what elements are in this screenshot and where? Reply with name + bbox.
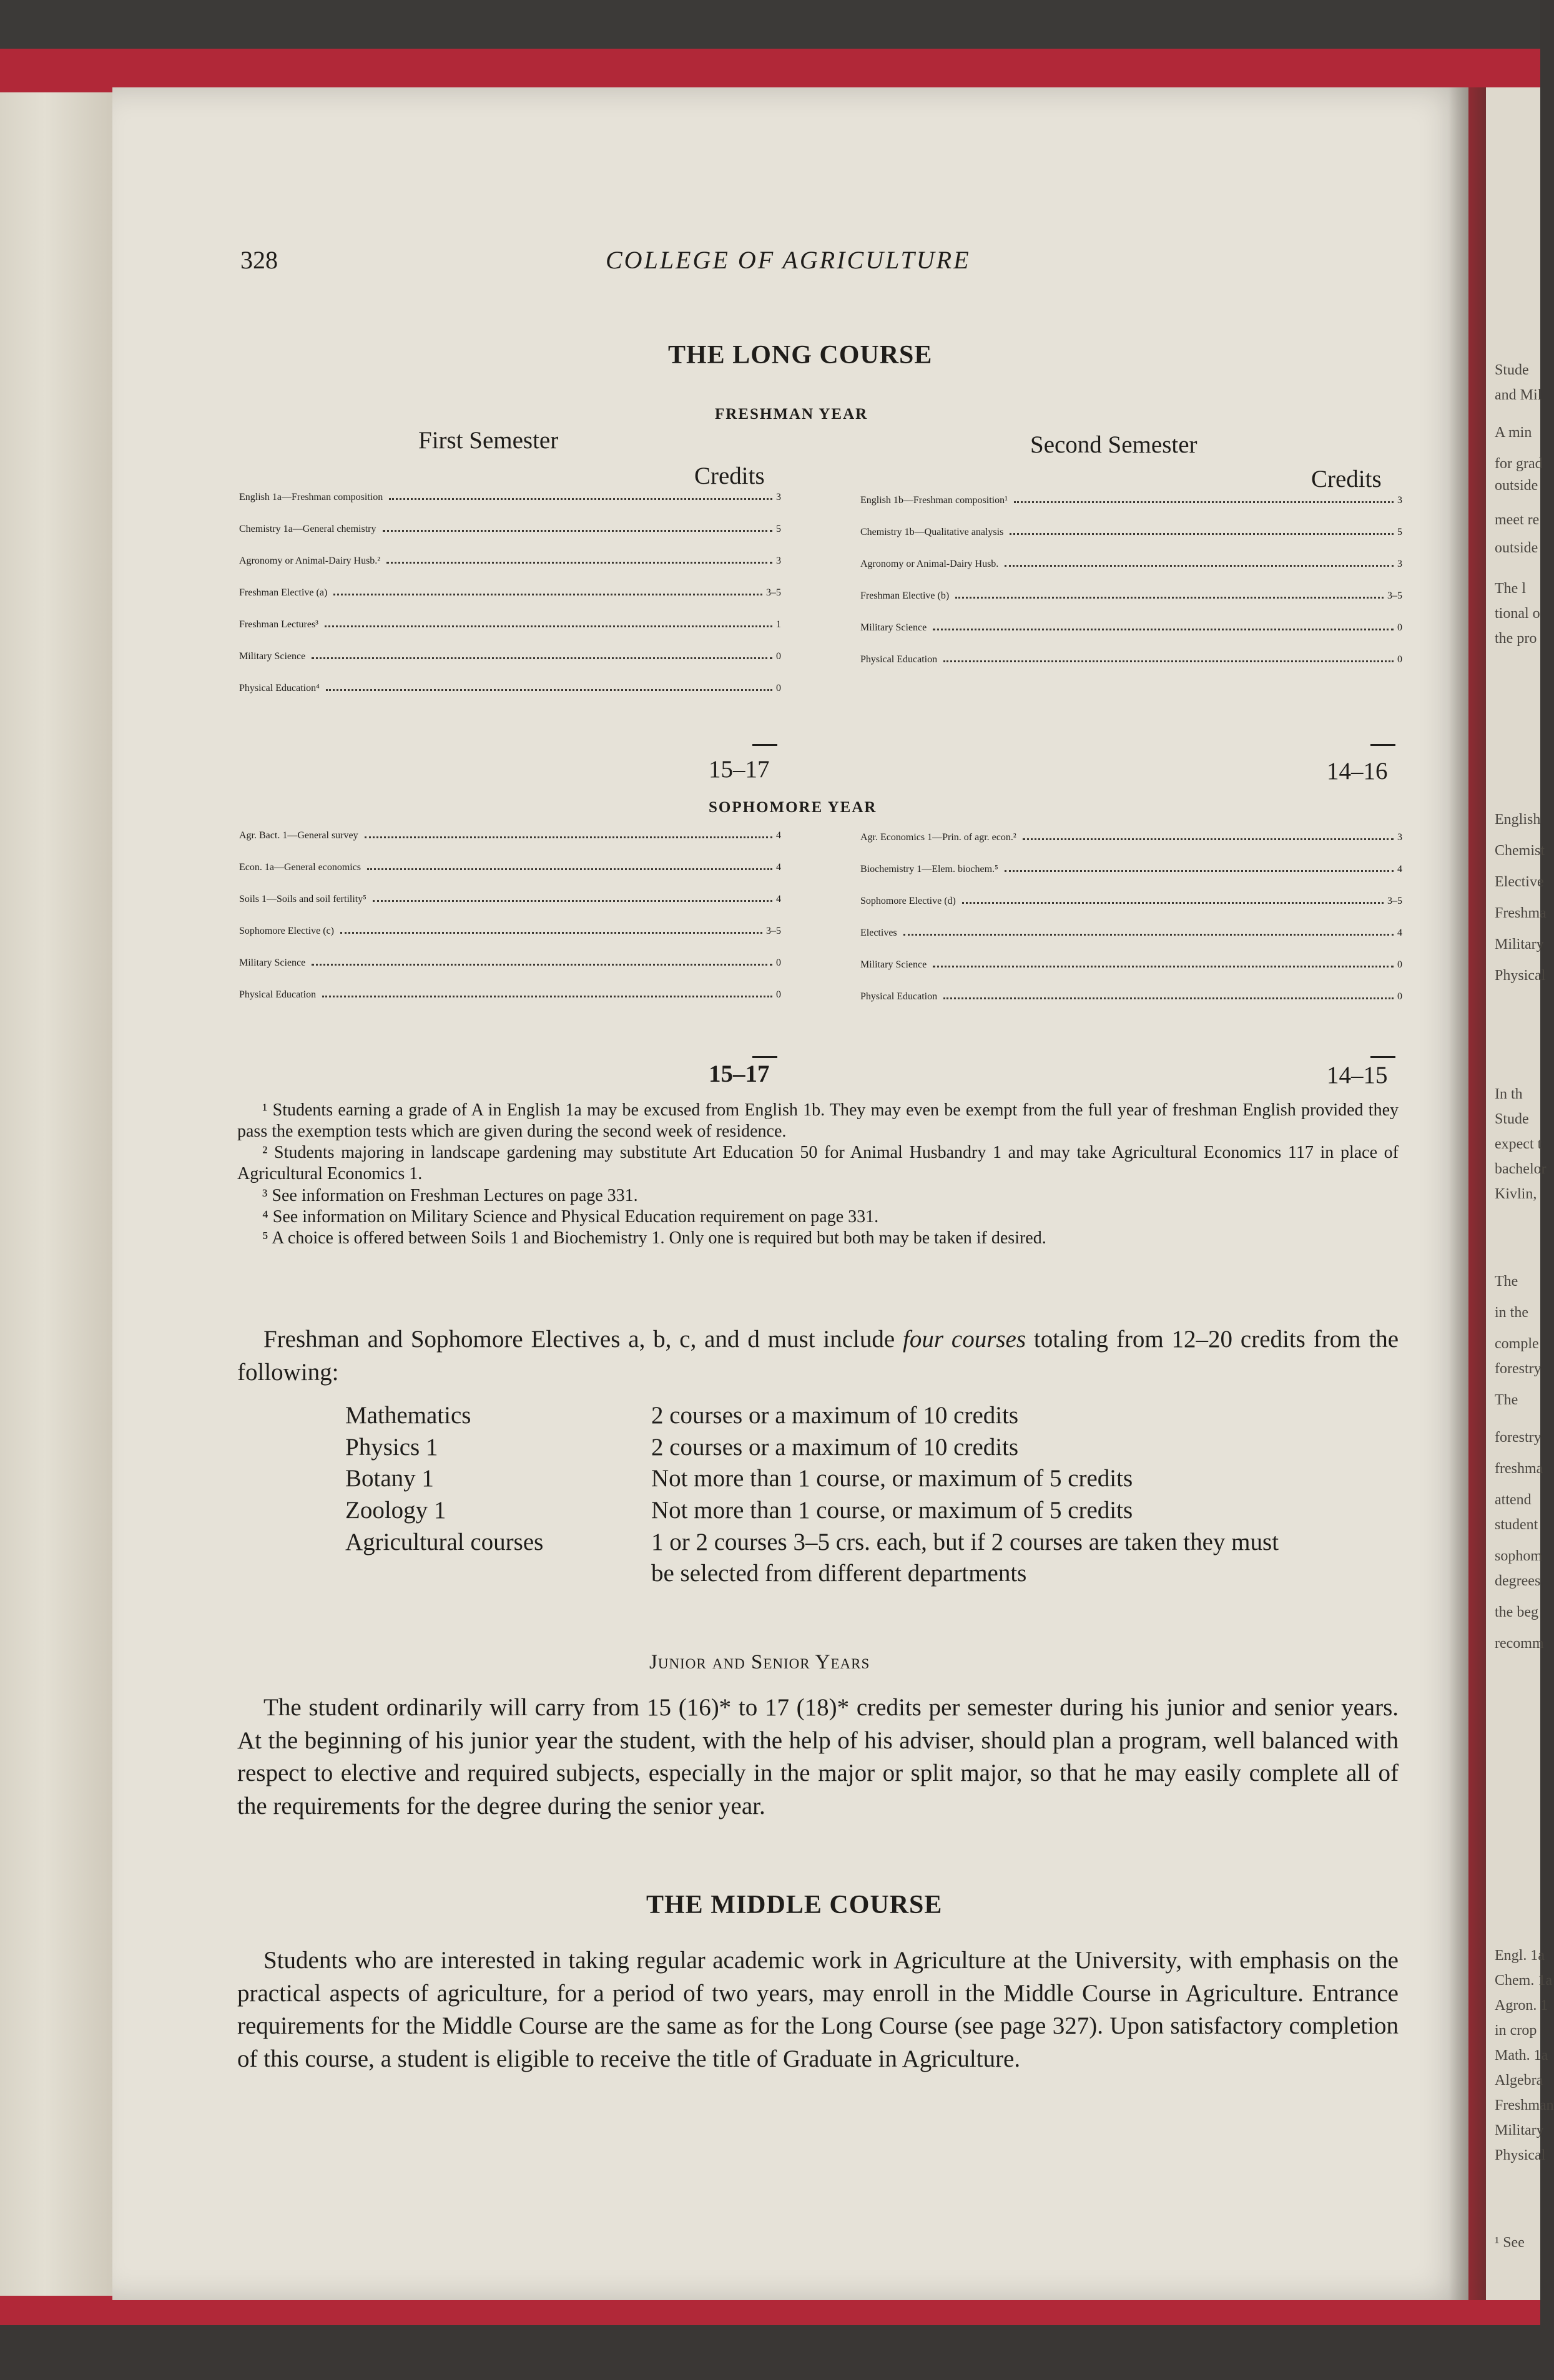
- middle-course-text: Students who are interested in taking regular academic work in Agriculture at the University, with emphasis on the practical aspects of agriculture, for a period of two years, may enroll in the Middle Course in Agriculture. Entrance requirements for the Middle Course are the same as for the Long Course (see page 327). Upon satisfactory completion of this course, a student is eligible to receive the title of Graduate in Agriculture.: [237, 1947, 1399, 2072]
- elective-row: [345, 1495, 1307, 1527]
- course-row: [860, 495, 1402, 527]
- facing-page-text: Agron. 1: [1495, 1997, 1548, 2014]
- facing-page-text: ¹ See: [1495, 2235, 1525, 2251]
- course-credits: 3: [1397, 495, 1402, 506]
- course-credits: 0: [776, 683, 781, 693]
- elective-subject: Botany 1: [345, 1465, 434, 1492]
- course-credits: 1: [776, 619, 781, 630]
- credits-label-left: Credits: [694, 463, 765, 489]
- course-credits: 0: [776, 957, 781, 968]
- page-title: THE LONG COURSE: [668, 341, 933, 370]
- course-row: [860, 832, 1402, 864]
- page-stack-edge: [0, 92, 112, 2296]
- facing-page-text: recomm: [1495, 1635, 1544, 1652]
- facing-page-text: Kivlin,: [1495, 1186, 1537, 1202]
- course-credits: 3: [1397, 559, 1402, 569]
- course-row: [860, 622, 1402, 654]
- electives-intro-part2: totaling from 12–20 credits from the following:: [237, 1326, 1399, 1386]
- facing-page-text: outside: [1495, 540, 1538, 556]
- course-credits: 0: [1397, 959, 1402, 970]
- sophomore-first-semester-list: [239, 830, 781, 1021]
- facing-page-text: forestry: [1495, 1429, 1542, 1446]
- course-credits: 0: [776, 989, 781, 1000]
- course-name: Sophomore Elective (c): [239, 926, 334, 936]
- course-name: Freshman Elective (a): [239, 587, 328, 598]
- course-name: Agr. Economics 1—Prin. of agr. econ.²: [860, 832, 1016, 843]
- facing-page-text: outside: [1495, 477, 1538, 494]
- leader-dots: [333, 594, 762, 595]
- course-credits: 3: [776, 492, 781, 502]
- facing-page-text: bachelor: [1495, 1161, 1547, 1177]
- course-name: Agronomy or Animal-Dairy Husb.²: [239, 556, 381, 566]
- first-semester-label: First Semester: [418, 427, 559, 454]
- leader-dots: [1010, 533, 1394, 535]
- course-row: [860, 654, 1402, 686]
- facing-page-text: Military: [1495, 936, 1544, 952]
- facing-page-text: English: [1495, 811, 1541, 828]
- course-credits: 0: [1397, 622, 1402, 633]
- freshman-total-rule-right: [1370, 738, 1395, 749]
- facing-page-text: tional o: [1495, 605, 1540, 622]
- course-row: [239, 830, 781, 862]
- course-name: Chemistry 1b—Qualitative analysis: [860, 527, 1004, 537]
- sophomore-total-first: 15–17: [709, 1060, 770, 1087]
- course-row: [239, 651, 781, 683]
- facing-page-text: Elective: [1495, 874, 1544, 890]
- facing-page-text: Engl. 1a: [1495, 1947, 1545, 1964]
- leader-dots: [383, 530, 773, 532]
- course-name: Physical Education⁴: [239, 683, 320, 693]
- leader-dots: [962, 902, 1384, 904]
- course-credits: 4: [1397, 928, 1402, 938]
- facing-page-text: Physical: [1495, 2147, 1546, 2163]
- facing-page-text: for grad: [1495, 456, 1543, 472]
- running-head: COLLEGE OF AGRICULTURE: [606, 246, 971, 274]
- freshman-second-semester-list: [860, 495, 1402, 686]
- facing-page-text: The: [1495, 1273, 1518, 1290]
- course-row: [239, 524, 781, 556]
- leader-dots: [933, 966, 1394, 967]
- leader-dots: [373, 900, 772, 902]
- middle-course-heading: THE MIDDLE COURSE: [646, 1891, 943, 1919]
- freshman-first-semester-list: [239, 492, 781, 715]
- course-name: English 1a—Freshman composition: [239, 492, 383, 502]
- elective-rule: Not more than 1 course, or maximum of 5 credits: [651, 1497, 1133, 1524]
- footnote: ³ See information on Freshman Lectures on page 331.: [262, 1185, 638, 1205]
- leader-dots: [386, 562, 772, 564]
- course-name: Agronomy or Animal-Dairy Husb.: [860, 559, 999, 569]
- facing-page-text: the beg: [1495, 1604, 1538, 1620]
- course-credits: 5: [1397, 527, 1402, 537]
- freshman-total-second: 14–16: [1327, 758, 1388, 785]
- course-credits: 0: [776, 651, 781, 662]
- spine-shadow: [1448, 87, 1486, 2300]
- elective-row: [345, 1463, 1307, 1495]
- facing-page-text: attend: [1495, 1492, 1532, 1508]
- course-name: Freshman Lectures³: [239, 619, 318, 630]
- facing-page-text: in crop: [1495, 2022, 1537, 2039]
- elective-subject: Mathematics: [345, 1402, 471, 1429]
- course-name: Biochemistry 1—Elem. biochem.⁵: [860, 864, 998, 874]
- facing-page-text: A min: [1495, 424, 1532, 441]
- leader-dots: [1023, 838, 1394, 840]
- leader-dots: [340, 932, 762, 934]
- elective-rule: 1 or 2 courses 3–5 crs. each, but if 2 courses are taken they must be selected from different departments: [651, 1528, 1279, 1587]
- credits-label-right: Credits: [1311, 466, 1382, 492]
- sophomore-total-second: 14–15: [1327, 1062, 1388, 1089]
- second-semester-label: Second Semester: [1030, 431, 1197, 458]
- page-number: 328: [240, 246, 278, 274]
- footnotes: [237, 1100, 1399, 1249]
- facing-page-fragment: [1486, 87, 1554, 2300]
- course-name: Sophomore Elective (d): [860, 896, 956, 906]
- course-credits: 4: [776, 862, 781, 873]
- leader-dots: [367, 868, 772, 870]
- course-credits: 3–5: [766, 926, 781, 936]
- facing-page-text: comple: [1495, 1336, 1539, 1352]
- electives-intro-emphasis: four courses: [903, 1326, 1026, 1353]
- junior-senior-text: The student ordinarily will carry from 15 (16)* to 17 (18)* credits per semester during his junior and senior years. At the beginning of his junior year the student, with the help of his adviser, should plan a program, well balanced with respect to elective and required subjects, especially in the major or split major, so that he may easily complete all of the requirements for the degree during the senior year.: [237, 1694, 1399, 1819]
- sophomore-second-semester-list: [860, 832, 1402, 1023]
- leader-dots: [312, 657, 772, 659]
- sophomore-total-rule-right: [1370, 1050, 1395, 1061]
- facing-page-text: the pro: [1495, 630, 1537, 647]
- course-row: [239, 587, 781, 619]
- electives-table: [345, 1400, 1307, 1590]
- footnote: ¹ Students earning a grade of A in English 1a may be excused from English 1b. They may even be exempt from the full year of freshman English provided they pass the exemption tests which are given during the second week of residence.: [237, 1100, 1399, 1142]
- facing-page-text: freshma: [1495, 1461, 1543, 1477]
- course-credits: 3: [1397, 832, 1402, 843]
- course-name: Physical Education: [860, 991, 938, 1002]
- facing-page-text: In th: [1495, 1086, 1523, 1102]
- course-credits: 4: [776, 894, 781, 904]
- elective-subject: Agricultural courses: [345, 1528, 544, 1555]
- elective-row: [345, 1527, 1307, 1590]
- elective-row: [345, 1432, 1307, 1464]
- elective-subject: Physics 1: [345, 1433, 438, 1461]
- facing-page-text: The l: [1495, 580, 1526, 597]
- course-credits: 3–5: [1387, 590, 1402, 601]
- course-name: Soils 1—Soils and soil fertility⁵: [239, 894, 366, 904]
- leader-dots: [955, 597, 1384, 599]
- course-row: [860, 991, 1402, 1023]
- course-name: Military Science: [239, 957, 306, 968]
- facing-page-text: Algebra: [1495, 2072, 1543, 2089]
- course-row: [860, 864, 1402, 896]
- elective-rule: 2 courses or a maximum of 10 credits: [651, 1402, 1019, 1429]
- facing-page-text: in the: [1495, 1305, 1528, 1321]
- course-credits: 3–5: [766, 587, 781, 598]
- facing-page-text: Chem. 1a: [1495, 1972, 1552, 1989]
- elective-subject: Zoology 1: [345, 1497, 446, 1524]
- course-name: Chemistry 1a—General chemistry: [239, 524, 376, 534]
- elective-row: [345, 1400, 1307, 1432]
- facing-page-text: Physical: [1495, 967, 1546, 984]
- course-credits: 3–5: [1387, 896, 1402, 906]
- course-name: Physical Education: [239, 989, 317, 1000]
- leader-dots: [312, 964, 772, 966]
- course-name: Freshman Elective (b): [860, 590, 950, 601]
- course-credits: 3: [776, 556, 781, 566]
- bottom-background: [0, 2325, 1540, 2380]
- freshman-total-rule-left: [752, 738, 777, 749]
- course-row: [239, 619, 781, 651]
- facing-page-text: sophom: [1495, 1548, 1543, 1564]
- course-row: [239, 862, 781, 894]
- course-row: [239, 926, 781, 957]
- junior-senior-heading: Junior and Senior Years: [649, 1651, 870, 1673]
- course-credits: 4: [1397, 864, 1402, 874]
- facing-page-text: expect t: [1495, 1136, 1542, 1152]
- facing-page-text: Chemist: [1495, 843, 1545, 859]
- leader-dots: [933, 629, 1394, 630]
- course-row: [860, 959, 1402, 991]
- leader-dots: [322, 996, 772, 997]
- course-row: [860, 896, 1402, 928]
- facing-page-text: student: [1495, 1517, 1538, 1533]
- course-row: [239, 556, 781, 587]
- course-name: Physical Education: [860, 654, 938, 665]
- course-credits: 5: [776, 524, 781, 534]
- top-background: [0, 0, 1540, 50]
- facing-page-text: Freshman: [1495, 2097, 1554, 2113]
- elective-rule: Not more than 1 course, or maximum of 5 credits: [651, 1465, 1133, 1492]
- facing-page-text: forestry: [1495, 1361, 1542, 1377]
- course-row: [860, 590, 1402, 622]
- course-row: [860, 527, 1402, 559]
- facing-page-text: Math. 1a: [1495, 2047, 1548, 2064]
- course-name: Military Science: [239, 651, 306, 662]
- course-name: Electives: [860, 928, 897, 938]
- sophomore-year-heading: SOPHOMORE YEAR: [709, 799, 877, 816]
- leader-dots: [943, 997, 1394, 999]
- footnote: ² Students majoring in landscape gardening may substitute Art Education 50 for Animal Husbandry 1 and may take Agricultural Economics 117 in place of Agricultural Economics 1.: [237, 1143, 1399, 1184]
- course-name: Military Science: [860, 959, 927, 970]
- facing-page-text: Stude: [1495, 362, 1529, 378]
- facing-page-text: meet re: [1495, 512, 1540, 528]
- leader-dots: [389, 498, 772, 500]
- course-row: [239, 894, 781, 926]
- course-credits: 0: [1397, 654, 1402, 665]
- course-name: Agr. Bact. 1—General survey: [239, 830, 358, 841]
- electives-intro: [237, 1323, 1399, 1389]
- facing-page-text: Military: [1495, 2122, 1544, 2138]
- course-row: [239, 492, 781, 524]
- leader-dots: [1005, 565, 1394, 567]
- leader-dots: [325, 625, 772, 627]
- electives-intro-part1: Freshman and Sophomore Electives a, b, c, and d must include: [263, 1326, 903, 1353]
- facing-page-text: Stude: [1495, 1111, 1529, 1127]
- facing-page-text: degrees: [1495, 1573, 1541, 1589]
- facing-page-text: Freshma: [1495, 905, 1547, 921]
- course-name: English 1b—Freshman composition¹: [860, 495, 1008, 506]
- course-row: [239, 683, 781, 715]
- leader-dots: [1005, 870, 1394, 872]
- course-row: [239, 989, 781, 1021]
- freshman-year-heading: FRESHMAN YEAR: [715, 406, 868, 423]
- footnote: ⁴ See information on Military Science and Physical Education requirement on page 331.: [262, 1207, 879, 1227]
- freshman-total-first: 15–17: [709, 756, 770, 783]
- facing-page-text: and Mil: [1495, 387, 1542, 403]
- leader-dots: [943, 660, 1394, 662]
- elective-rule: 2 courses or a maximum of 10 credits: [651, 1433, 1019, 1461]
- facing-page-text: The: [1495, 1392, 1518, 1408]
- leader-dots: [326, 689, 772, 691]
- course-name: Military Science: [860, 622, 927, 633]
- course-credits: 0: [1397, 991, 1402, 1002]
- leader-dots: [365, 836, 772, 838]
- leader-dots: [1014, 501, 1394, 503]
- leader-dots: [903, 934, 1394, 936]
- course-name: Econ. 1a—General economics: [239, 862, 361, 873]
- course-row: [239, 957, 781, 989]
- course-row: [860, 559, 1402, 590]
- footnote: ⁵ A choice is offered between Soils 1 and Biochemistry 1. Only one is required but both may be taken if desired.: [262, 1228, 1046, 1248]
- course-credits: 4: [776, 830, 781, 841]
- course-row: [860, 928, 1402, 959]
